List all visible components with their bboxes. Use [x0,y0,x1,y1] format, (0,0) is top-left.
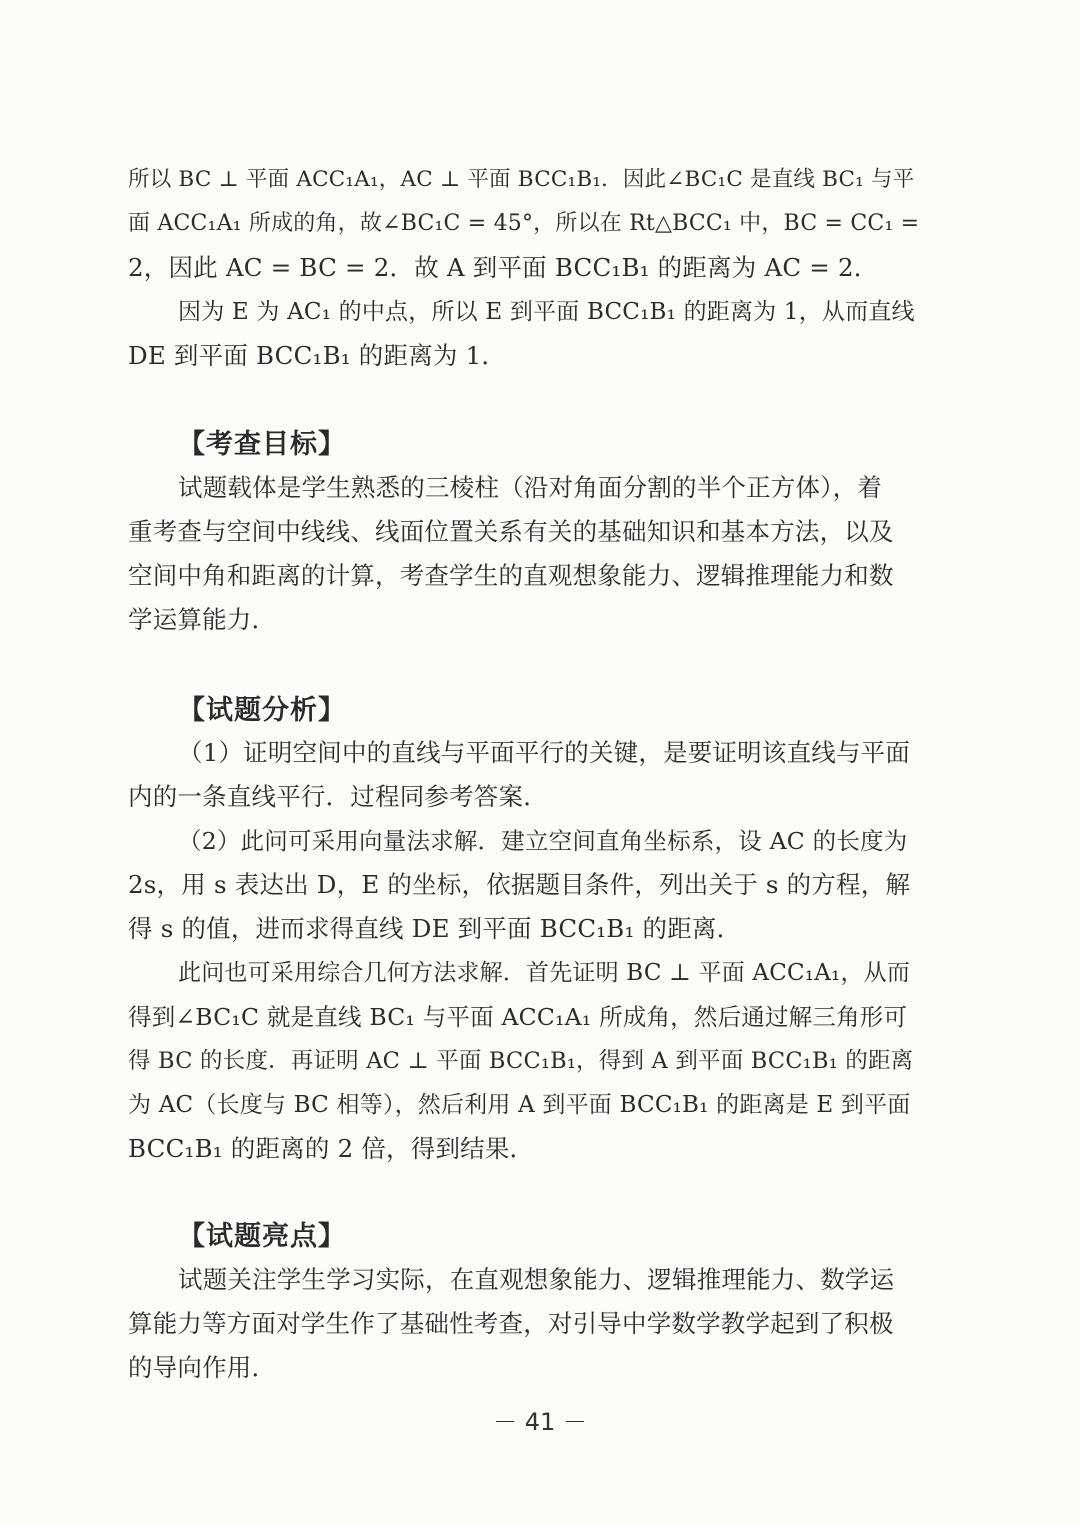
section-heading-analysis: 【试题分析】 [178,695,346,726]
page-number: － 41 － [493,1408,587,1436]
text-line: 为 AC（长度与 BC 相等），然后利用 A 到平面 BCC₁B₁ 的距离是 E 到平面 [128,1092,911,1118]
solution-continuation [128,158,920,378]
text-line: BCC₁B₁ 的距离的 2 倍，得到结果． [128,1134,535,1163]
objectives-paragraph [128,466,920,642]
text-line: 得 BC 的长度．再证明 AC ⊥ 平面 BCC₁B₁，得到 A 到平面 BCC₁B₁ 的距离 [128,1048,914,1074]
text-line: 因为 E 为 AC₁ 的中点，所以 E 到平面 BCC₁B₁ 的距离为 1，从而直线 [178,299,915,325]
text-line: 重考查与空间中线线、线面位置关系有关的基础知识和基本方法，以及 [128,517,894,546]
text-line: 面 ACC₁A₁ 所成的角，故∠BC₁C = 45°，所以在 Rt△BCC₁ 中，BC = CC₁ = [128,211,920,236]
text-line: 学运算能力． [128,605,277,634]
text-line: 的导向作用． [128,1353,277,1382]
text-line: 内的一条直线平行．过程同参考答案． [128,782,548,811]
text-line: DE 到平面 BCC₁B₁ 的距离为 1． [128,341,507,370]
text-line: 算能力等方面对学生作了基础性考查，对引导中学数学教学起到了积极 [128,1309,894,1338]
text-line: 得 s 的值，进而求得直线 DE 到平面 BCC₁B₁ 的距离． [128,914,742,943]
text-line: 2s，用 s 表达出 D，E 的坐标，依据题目条件，列出关于 s 的方程，解 [128,870,911,899]
text-line: 试题关注学生学习实际，在直观想象能力、逻辑推理能力、数学运 [178,1265,895,1294]
text-line: 空间中角和距离的计算，考查学生的直观想象能力、逻辑推理能力和数 [128,561,894,590]
text-line: 2，因此 AC = BC = 2．故 A 到平面 BCC₁B₁ 的距离为 AC = 2． [128,253,879,282]
text-line: （2）此问可采用向量法求解．建立空间直角坐标系，设 AC 的长度为 [178,827,908,855]
section-heading-objectives: 【考查目标】 [178,429,346,460]
highlights-paragraph [128,1258,920,1390]
text-line: （1）证明空间中的直线与平面平行的关键，是要证明该直线与平面 [178,738,911,767]
analysis-paragraph [128,731,920,1171]
text-line: 得到∠BC₁C 就是直线 BC₁ 与平面 ACC₁A₁ 所成角，然后通过解三角形可 [128,1003,908,1031]
section-heading-highlights: 【试题亮点】 [178,1221,346,1252]
text-line: 试题载体是学生熟悉的三棱柱（沿对角面分割的半个正方体），着 [178,473,883,502]
text-line: 所以 BC ⊥ 平面 ACC₁A₁，AC ⊥ 平面 BCC₁B₁．因此∠BC₁C 是直线 BC₁ 与平 [128,167,915,192]
text-line: 此问也可采用综合几何方法求解．首先证明 BC ⊥ 平面 ACC₁A₁，从而 [178,960,911,986]
